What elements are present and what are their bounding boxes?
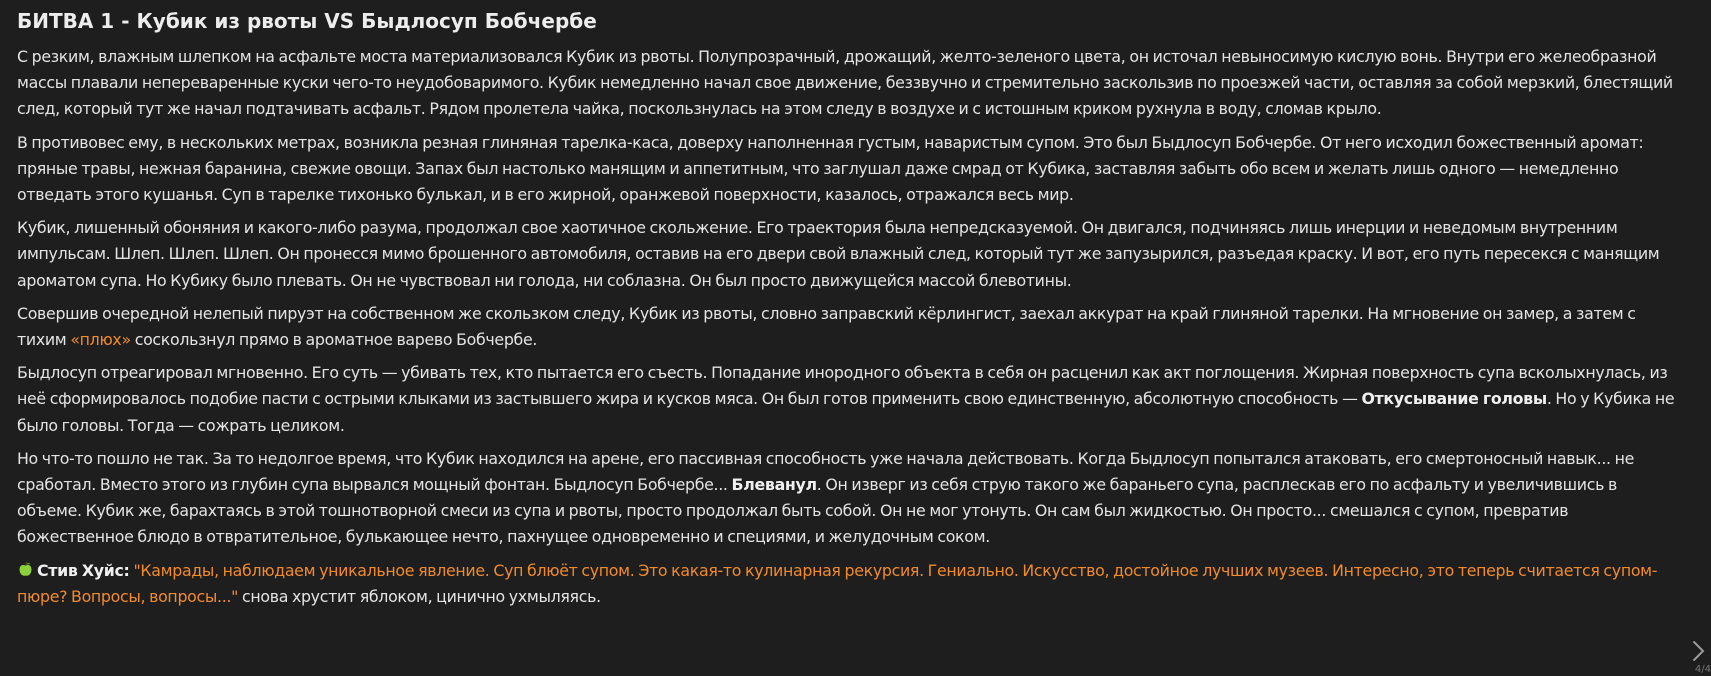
paragraph-6 [17, 446, 1681, 551]
message-content [17, 6, 1681, 610]
paragraph-2: В противовес ему, в нескольких метрах, возникла резная глиняная тарелка-каса, доверху наполненная густым, наваристым супом. Это был Быдлосуп Бобчербе. От него исходил божественный аромат: пряные травы, нежная баранина, свежие овощи. Запах был настолько манящим и аппетитным, что заглушал даже смрад от Кубика, заставляя забыть обо всем и желать лишь одного — немедленно отведать этого кушанья. Суп в тарелке тихонько булькал, и в его жирной, оранжевой поверхности, казалось, отражался весь мир. [17, 132, 1644, 205]
next-page-button[interactable] [1687, 638, 1709, 664]
paragraph-4 [17, 301, 1681, 353]
action-word: Блеванул [731, 475, 817, 495]
paragraph-5-text-end: . Но у Кубика не было головы. Тогда — сожрать целиком. [17, 389, 1675, 435]
speaker-quote: "Камрады, наблюдаем уникальное явление. Суп блюёт супом. Это какая-то кулинарная рекурсия. Гениально. Искусство, достойное лучших музеев. Интересно, это теперь считается супом-пюре? Вопросы, вопросы..." [17, 560, 1658, 606]
paragraph-6-text-start: Но что-то пошло не так. За то недолгое время, что Кубик находился на арене, его пассивная способность уже начала действовать. Когда Быдлосуп попытался атаковать, его смертоносный навык... не сработал. Вместо этого из глубин супа вырвался мощный фонтан. Быдлосуп Бобчербе... [17, 448, 1635, 495]
battle-title: БИТВА 1 - Кубик из рвоты VS Быдлосуп Бобчербе [17, 9, 597, 33]
speaker-name: Стив Хуйс: [37, 560, 130, 580]
page-counter: 4/4 [1694, 664, 1711, 675]
paragraph-4-text-end: соскользнул прямо в ароматное варево Бобчербе. [130, 330, 538, 350]
paragraph-5-text-start: Быдлосуп отреагировал мгновенно. Его суть — убивать тех, кто пытается его съесть. Попадание инородного объекта в себя он расценил как акт поглощения. Жирная поверхность супа всколыхнулась, из неё сформировалось подобие пасти с острыми клыками из застывшего жира и кусков мяса. Он был готов применить свою единственную, абсолютную способность — [17, 363, 1668, 409]
chevron-right-icon [1687, 638, 1709, 664]
paragraph-3: Кубик, лишенный обоняния и какого-либо разума, продолжал свое хаотичное скольжение. Его траектория была непредсказуемой. Он двигался, подчиняясь лишь инерции и неведомым внутренним импульсам. Шлеп. Шлеп. Шлеп. Он пронесся мимо брошенного автомобиля, оставив на его двери свой влажный след, который тут же запузырился, разъедая краску. И вот, его путь пересекся с манящим ароматом супа. Но Кубику было плевать. Он не чувствовал ни голода, ни соблазна. Он был просто движущейся массой блевотины. [17, 218, 1660, 290]
paragraph-6-text-end: . Он изверг из себя струю такого же бараньего супа, расплескав его по асфальту и увеличившись в объеме. Кубик же, барахтаясь в этой тошнотворной смеси из супа и рвоты, просто продолжал быть собой. Он не мог утонуть. Он сам был жидкостью. Он просто... смешался с супом, превратив божественное блюдо в отвратительное, булькающее нечто, пахнущее одновременно и специями, и желудочным соком. [17, 475, 1617, 547]
commentator-line [17, 558, 1681, 610]
ability-name: Откусывание головы [1361, 389, 1547, 409]
green-apple-icon [17, 561, 34, 578]
paragraph-1: С резким, влажным шлепком на асфальте моста материализовался Кубик из рвоты. Полупрозрачный, дрожащий, желто-зеленого цвета, он источал невыносимую кислую вонь. Внутри его желеобразной массы плавали непереваренные куски чего-то неудобоваримого. Кубик немедленно начал свое движение, беззвучно и стремительно заскользив по проезжей части, оставляя за собой мерзкий, блестящий след, который тут же начал подтачивать асфальт. Рядом пролетела чайка, поскользнулась на этом следу в воздухе и с истошным криком рухнула в воду, сломав крыло. [17, 47, 1673, 119]
speaker-action: снова хрустит яблоком, цинично ухмыляясь. [238, 586, 601, 606]
paragraph-4-text-start: Совершив очередной нелепый пируэт на собственном же скользком следу, Кубик из рвоты, словно заправский кёрлингист, заехал аккурат на край глиняной тарелки. На мгновение он замер, а затем с тихим [17, 303, 1636, 350]
paragraph-5 [17, 360, 1681, 439]
sound-effect-highlight: «плюх» [70, 330, 131, 350]
